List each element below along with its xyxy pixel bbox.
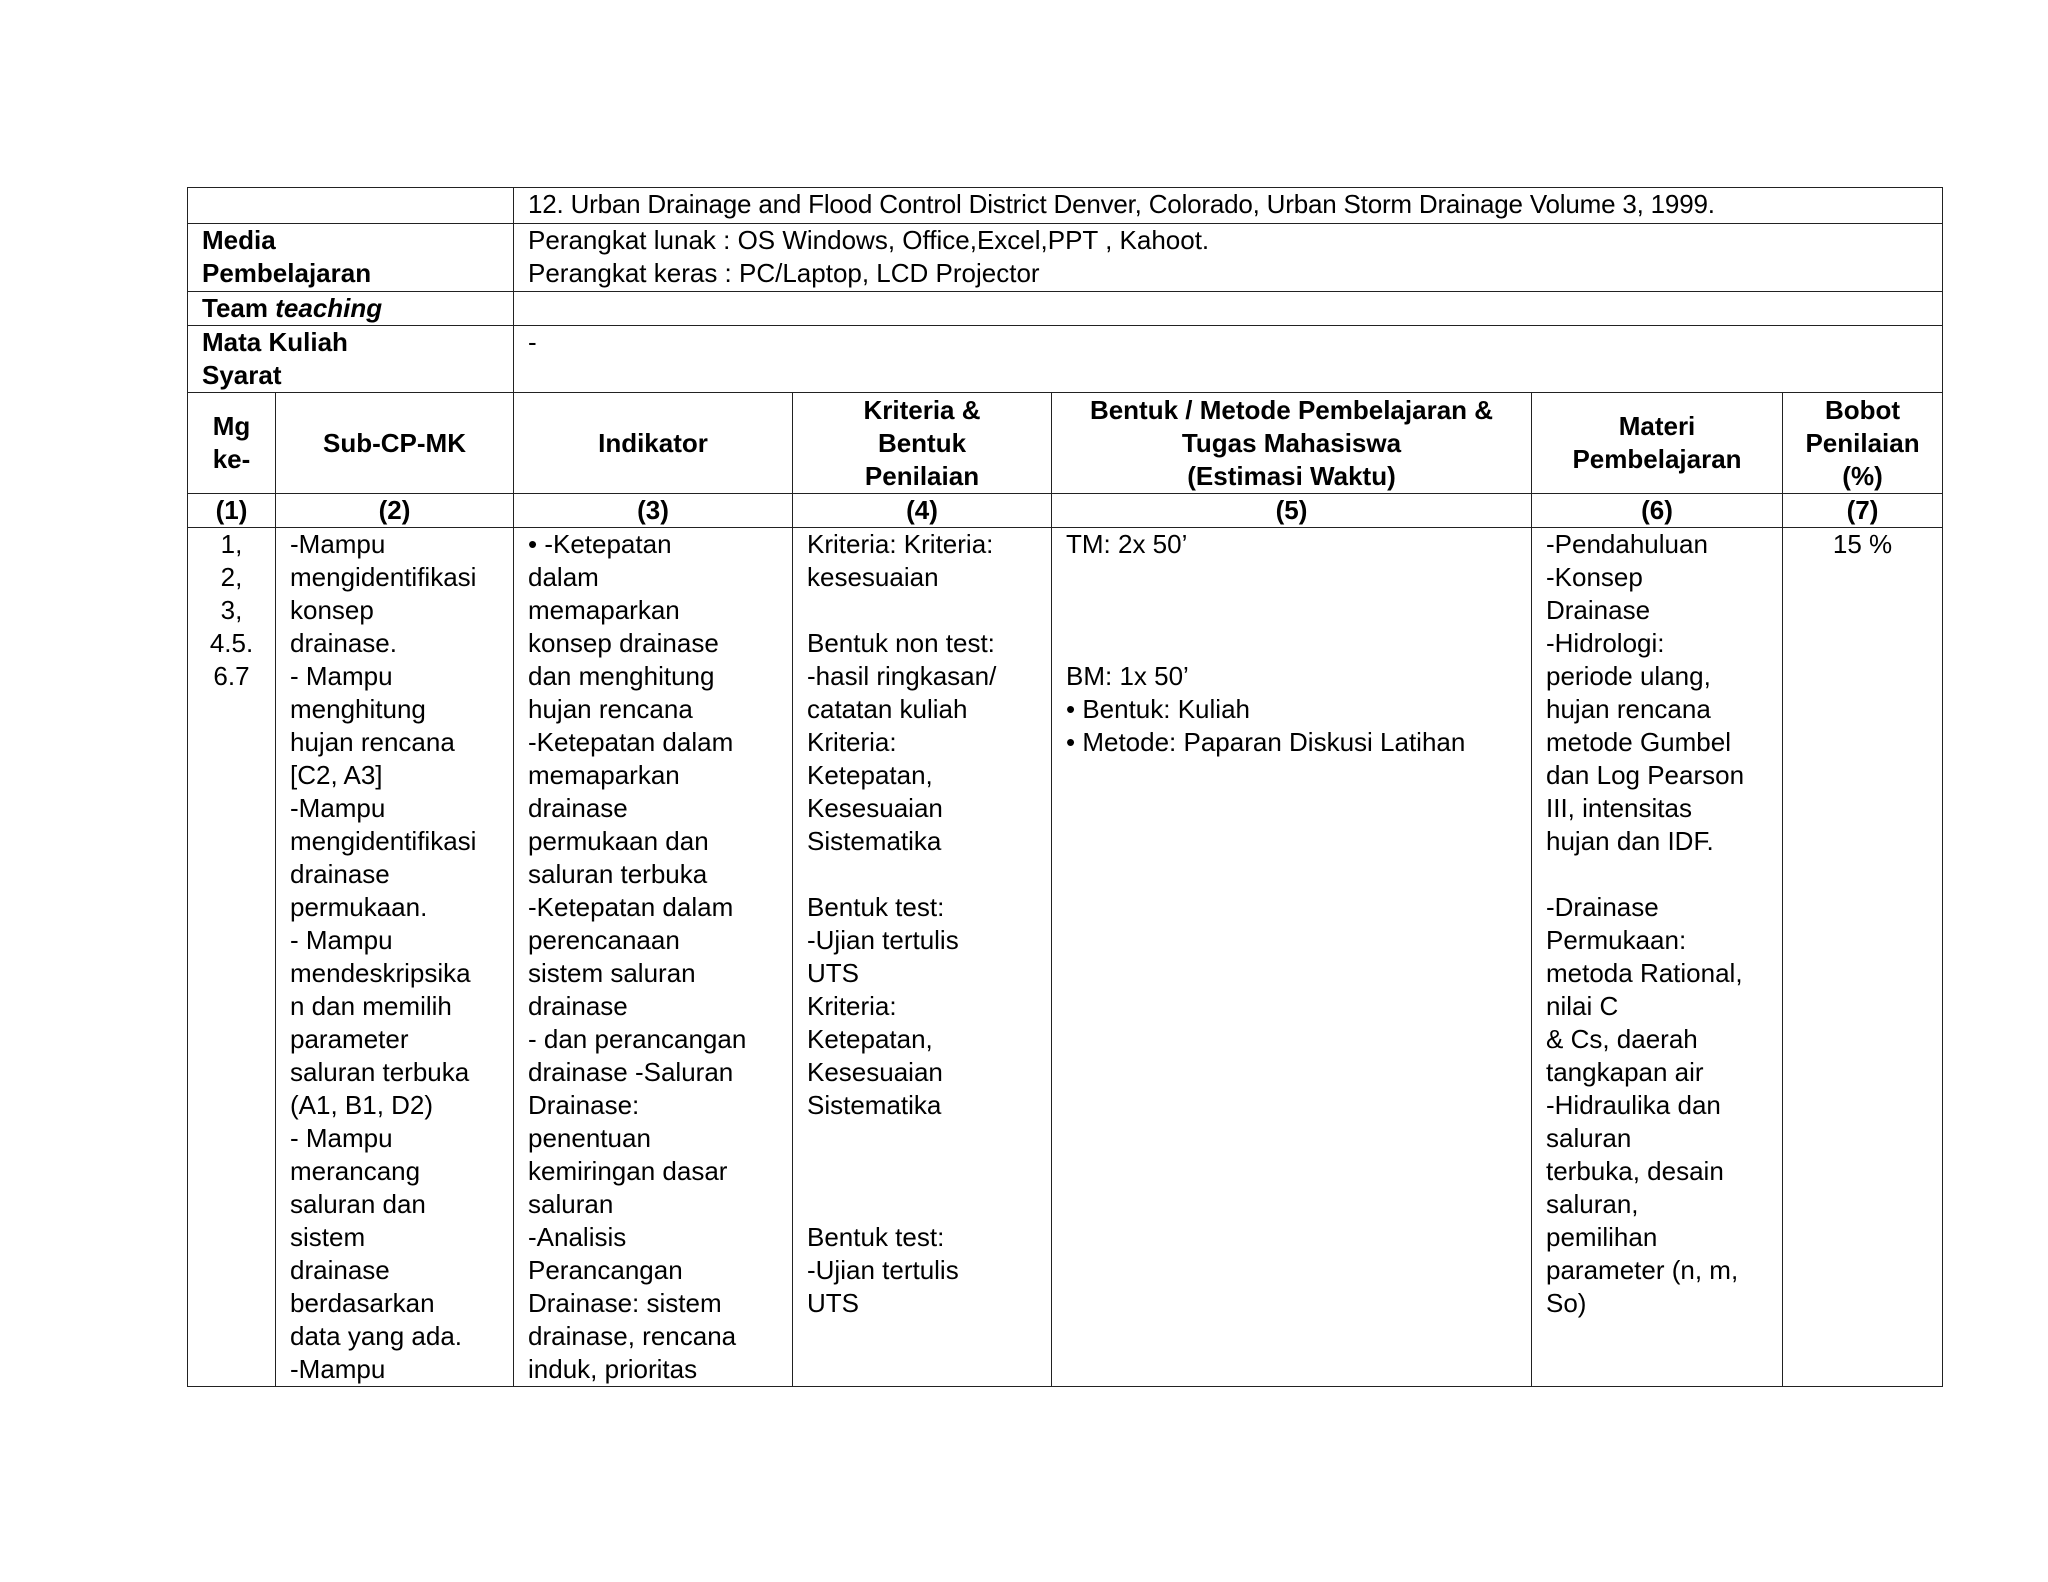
team-label <box>188 292 514 326</box>
header-materi: Materi Pembelajaran <box>1532 393 1783 494</box>
cell-line: - Mampu <box>290 925 393 955</box>
cell-line: saluran <box>1546 1123 1632 1153</box>
header-metode: Bentuk / Metode Pembelajaran & Tugas Mahasiswa (Estimasi Waktu) <box>1052 393 1532 494</box>
cell-line: Kriteria: <box>807 991 897 1021</box>
column-number: (6) <box>1532 494 1783 528</box>
cell-line: BM: 1x 50’ <box>1066 661 1189 691</box>
column-number: (5) <box>1052 494 1532 528</box>
cell-line: -Ujian tertulis <box>807 925 959 955</box>
team-value <box>514 292 1943 326</box>
cell-line: hujan rencana <box>290 727 455 757</box>
column-number: (3) <box>514 494 793 528</box>
header-bobot: Bobot Penilaian (%) <box>1783 393 1943 494</box>
cell-line: berdasarkan <box>290 1288 435 1318</box>
cell-line: Ketepatan, <box>807 1024 933 1054</box>
cell-line: (A1, B1, D2) <box>290 1090 434 1120</box>
header-subcpmk: Sub-CP-MK <box>276 393 514 494</box>
cell-line: [C2, A3] <box>290 760 383 790</box>
column-number-row <box>188 494 1943 528</box>
cell-line: mendeskripsika <box>290 958 471 988</box>
cell-line: memaparkan <box>528 760 680 790</box>
bobot-cell: 15 % <box>1783 528 1943 1387</box>
subcpmk-cell <box>276 528 514 1387</box>
cell-line: III, intensitas <box>1546 793 1692 823</box>
cell-line: & Cs, daerah <box>1546 1024 1698 1054</box>
cell-line: -Hidraulika dan <box>1546 1090 1721 1120</box>
cell-line: drainase <box>528 793 628 823</box>
cell-line: saluran <box>528 1189 614 1219</box>
cell-line: memaparkan <box>528 595 680 625</box>
team-label-text: Team <box>202 293 268 323</box>
cell-line: drainase <box>528 991 628 1021</box>
media-software: Perangkat lunak : OS Windows, Office,Excel,PPT , Kahoot. <box>528 225 1210 255</box>
cell-line: -Ujian tertulis <box>807 1255 959 1285</box>
cell-line: 4.5. <box>209 628 254 658</box>
cell-line: Ketepatan, <box>807 760 933 790</box>
cell-line: So) <box>1546 1288 1587 1318</box>
prerequisite-value: - <box>514 326 1943 393</box>
cell-line: sistem saluran <box>528 958 696 988</box>
cell-line: dan menghitung <box>528 661 715 691</box>
cell-line: kesesuaian <box>807 562 939 592</box>
kriteria-cell <box>793 528 1052 1387</box>
reference-label-cell <box>188 188 514 224</box>
prerequisite-row <box>188 326 1943 393</box>
team-row <box>188 292 1943 326</box>
content-row <box>188 528 1943 1387</box>
cell-line: Perancangan <box>528 1255 683 1285</box>
metode-cell <box>1052 528 1532 1387</box>
cell-line: permukaan dan <box>528 826 709 856</box>
cell-line: terbuka, desain <box>1546 1156 1724 1186</box>
cell-line: drainase. <box>290 628 397 658</box>
rps-document <box>187 187 1942 1387</box>
cell-line: saluran terbuka <box>290 1057 470 1087</box>
cell-line: - Mampu <box>290 1123 393 1153</box>
cell-line: dan Log Pearson <box>1546 760 1745 790</box>
cell-line: n dan memilih <box>290 991 452 1021</box>
cell-line: pemilihan <box>1546 1222 1658 1252</box>
cell-line: menghitung <box>290 694 426 724</box>
cell-line: Kesesuaian <box>807 793 943 823</box>
cell-line: -Ketepatan dalam <box>528 727 734 757</box>
cell-line: Bentuk test: <box>807 1222 945 1252</box>
cell-line <box>807 1122 1037 1155</box>
cell-line: data yang ada. <box>290 1321 463 1351</box>
cell-line: hujan rencana <box>528 694 693 724</box>
cell-line: Permukaan: <box>1546 925 1687 955</box>
column-number: (1) <box>188 494 276 528</box>
cell-line: periode ulang, <box>1546 661 1711 691</box>
cell-line: perencanaan <box>528 925 680 955</box>
media-hardware: Perangkat keras : PC/Laptop, LCD Projector <box>528 258 1040 288</box>
reference-text: 12. Urban Drainage and Flood Control District Denver, Colorado, Urban Storm Drainage Volume 3, 1999. <box>514 188 1943 224</box>
cell-line: induk, prioritas <box>528 1354 698 1384</box>
indikator-cell <box>514 528 793 1387</box>
cell-line <box>807 858 1037 891</box>
media-row <box>188 224 1943 292</box>
cell-line: UTS <box>807 958 859 988</box>
cell-line: Bentuk test: <box>807 892 945 922</box>
cell-line <box>1066 594 1517 627</box>
prerequisite-label: Mata Kuliah Syarat <box>188 326 514 393</box>
cell-line: tangkapan air <box>1546 1057 1704 1087</box>
cell-line: UTS <box>807 1288 859 1318</box>
team-label-italic: teaching <box>275 293 383 323</box>
cell-line: -Mampu <box>290 793 386 823</box>
cell-line <box>807 594 1037 627</box>
header-week: Mg ke- <box>188 393 276 494</box>
reference-row <box>188 188 1943 224</box>
cell-line: konsep <box>290 595 374 625</box>
cell-line <box>1066 627 1517 660</box>
cell-line: • Metode: Paparan Diskusi Latihan <box>1066 727 1466 757</box>
cell-line: -Konsep <box>1546 562 1643 592</box>
cell-line: • -Ketepatan <box>528 529 672 559</box>
cell-line: permukaan. <box>290 892 428 922</box>
cell-line: Sistematika <box>807 1090 942 1120</box>
cell-line: kemiringan dasar <box>528 1156 728 1186</box>
cell-line: drainase -Saluran <box>528 1057 734 1087</box>
cell-line <box>1546 858 1768 891</box>
column-number: (7) <box>1783 494 1943 528</box>
media-label: Media Pembelajaran <box>188 224 514 292</box>
rps-table <box>187 187 1943 1387</box>
cell-line: 1, <box>220 529 243 559</box>
cell-line: metode Gumbel <box>1546 727 1731 757</box>
cell-line: -Ketepatan dalam <box>528 892 734 922</box>
media-values <box>514 224 1943 292</box>
cell-line: hujan dan IDF. <box>1546 826 1714 856</box>
cell-line: merancang <box>290 1156 421 1186</box>
cell-line: nilai C <box>1546 991 1619 1021</box>
cell-line: -Mampu <box>290 529 386 559</box>
cell-line: sistem <box>290 1222 366 1252</box>
cell-line: Bentuk non test: <box>807 628 995 658</box>
cell-line: -Analisis <box>528 1222 627 1252</box>
column-number: (2) <box>276 494 514 528</box>
cell-line: hujan rencana <box>1546 694 1711 724</box>
cell-line <box>807 1188 1037 1221</box>
cell-line: -Drainase <box>1546 892 1659 922</box>
cell-line: penentuan <box>528 1123 651 1153</box>
cell-line: 2, <box>220 562 243 592</box>
cell-line: Kriteria: Kriteria: <box>807 529 994 559</box>
cell-line: 6.7 <box>213 661 250 691</box>
cell-line: 3, <box>220 595 243 625</box>
cell-line: mengidentifikasi <box>290 562 477 592</box>
cell-line: • Bentuk: Kuliah <box>1066 694 1250 724</box>
header-kriteria: Kriteria & Bentuk Penilaian <box>793 393 1052 494</box>
cell-line: konsep drainase <box>528 628 719 658</box>
cell-line: -Hidrologi: <box>1546 628 1665 658</box>
cell-line: Drainase <box>1546 595 1651 625</box>
cell-line: -hasil ringkasan/ <box>807 661 997 691</box>
cell-line <box>1066 561 1517 594</box>
cell-line: Kesesuaian <box>807 1057 943 1087</box>
cell-line: mengidentifikasi <box>290 826 477 856</box>
cell-line: saluran dan <box>290 1189 426 1219</box>
cell-line: - dan perancangan <box>528 1024 747 1054</box>
header-row <box>188 393 1943 494</box>
cell-line: dalam <box>528 562 599 592</box>
cell-line <box>807 1155 1037 1188</box>
cell-line: Drainase: <box>528 1090 640 1120</box>
cell-line: metoda Rational, <box>1546 958 1743 988</box>
cell-line: -Mampu <box>290 1354 386 1384</box>
cell-line: Kriteria: <box>807 727 897 757</box>
cell-line: TM: 2x 50’ <box>1066 529 1188 559</box>
cell-line: Drainase: sistem <box>528 1288 722 1318</box>
cell-line: parameter <box>290 1024 409 1054</box>
cell-line: Sistematika <box>807 826 942 856</box>
cell-line: parameter (n, m, <box>1546 1255 1739 1285</box>
materi-cell <box>1532 528 1783 1387</box>
column-number: (4) <box>793 494 1052 528</box>
cell-line: saluran terbuka <box>528 859 708 889</box>
cell-line: -Pendahuluan <box>1546 529 1708 559</box>
week-cell <box>188 528 276 1387</box>
cell-line: catatan kuliah <box>807 694 968 724</box>
cell-line: - Mampu <box>290 661 393 691</box>
cell-line: drainase <box>290 859 390 889</box>
header-indikator: Indikator <box>514 393 793 494</box>
cell-line: drainase <box>290 1255 390 1285</box>
cell-line: drainase, rencana <box>528 1321 737 1351</box>
cell-line: saluran, <box>1546 1189 1639 1219</box>
